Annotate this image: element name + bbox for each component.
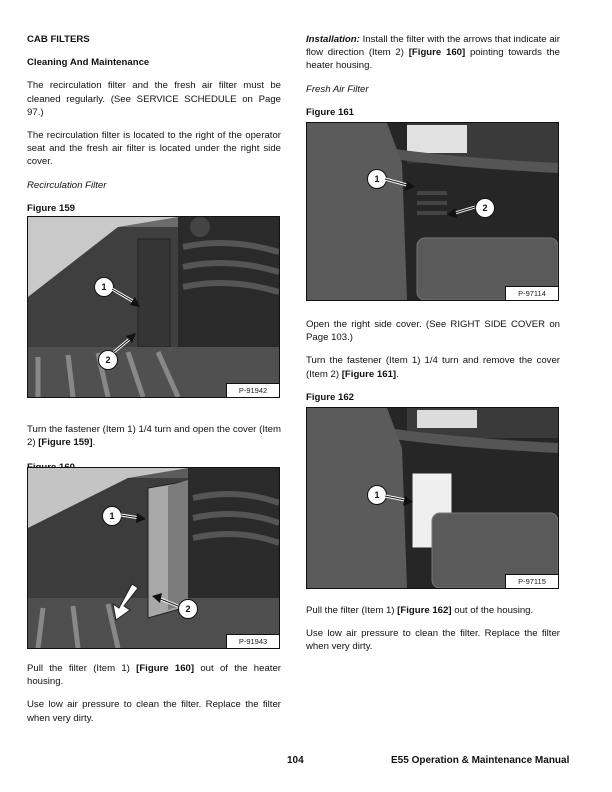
callout-arrows (28, 217, 279, 397)
figure-162-photo (306, 407, 559, 589)
right-column-bottom (306, 604, 560, 654)
left-column-bottom (27, 662, 281, 725)
subheading-fresh-air: Fresh Air Filter (306, 83, 369, 95)
callout-arrows (307, 408, 558, 588)
photo-code: P-91943 (226, 634, 279, 648)
paragraph: The recirculation filter and the fresh air filter must be cleaned regularly. (See SERVICE SCHEDULE on Page 97.) (27, 80, 281, 118)
figure-reference: [Figure 159] (38, 437, 93, 449)
photo-code: P-97115 (505, 574, 558, 588)
subheading-recirculation: Recirculation Filter (27, 179, 107, 191)
paragraph: Use low air pressure to clean the filter. Replace the filter when very dirty. (27, 699, 281, 724)
figure-160-photo (27, 467, 280, 649)
callout-1: 1 (102, 506, 122, 526)
callout-1: 1 (94, 277, 114, 297)
figure-159-photo (27, 216, 280, 398)
airflow-arrow (28, 468, 279, 648)
subsection-title: Cleaning And Maintenance (27, 57, 150, 69)
photo-code: P-97114 (505, 286, 558, 300)
paragraph: Turn the fastener (Item 1) 1/4 turn and remove the cover (Item 2) [Figure 161]. (306, 355, 560, 380)
photo-code: P-91942 (226, 383, 279, 397)
callout-2: 2 (98, 350, 118, 370)
figure-caption-162: Figure 162 (306, 391, 354, 403)
section-title: CAB FILTERS (27, 34, 90, 45)
paragraph: Open the right side cover. (See RIGHT SIDE COVER on Page 103.) (306, 319, 560, 344)
paragraph: Installation: Install the filter with the arrows that indicate air flow direction (Item 2) [Figure 160] pointing towards the heater housing. (306, 34, 560, 72)
figure-reference: [Figure 162] (397, 605, 452, 616)
figure-caption-159: Figure 159 (27, 202, 75, 214)
callout-2: 2 (178, 599, 198, 619)
figure-reference: [Figure 160] (136, 663, 195, 674)
paragraph: Turn the fastener (Item 1) 1/4 turn and open the cover (Item 2) [Figure 159]. (27, 424, 281, 449)
paragraph: Pull the filter (Item 1) [Figure 162] out of the housing. (306, 605, 534, 616)
callout-1: 1 (367, 485, 387, 505)
figure-reference: [Figure 160] (408, 47, 466, 59)
callout-arrows (307, 123, 558, 300)
right-column-mid (306, 318, 560, 404)
manual-title: E55 Operation & Maintenance Manual (391, 755, 570, 766)
page-number: 104 (287, 755, 304, 766)
paragraph: The recirculation filter is located to the right of the operator seat and the fresh air filter is located under the right side cover. (27, 130, 281, 168)
callout-2: 2 (475, 198, 495, 218)
figure-caption-161: Figure 161 (306, 106, 354, 118)
paragraph: Pull the filter (Item 1) [Figure 160] out of the heater housing. (27, 663, 281, 688)
callout-1: 1 (367, 169, 387, 189)
paragraph: Use low air pressure to clean the filter. Replace the filter when very dirty. (306, 628, 560, 653)
installation-label: Installation: (306, 34, 360, 45)
figure-161-photo (306, 122, 559, 301)
figure-reference: [Figure 161] (341, 368, 397, 380)
left-column (27, 33, 281, 215)
right-column (306, 33, 560, 119)
